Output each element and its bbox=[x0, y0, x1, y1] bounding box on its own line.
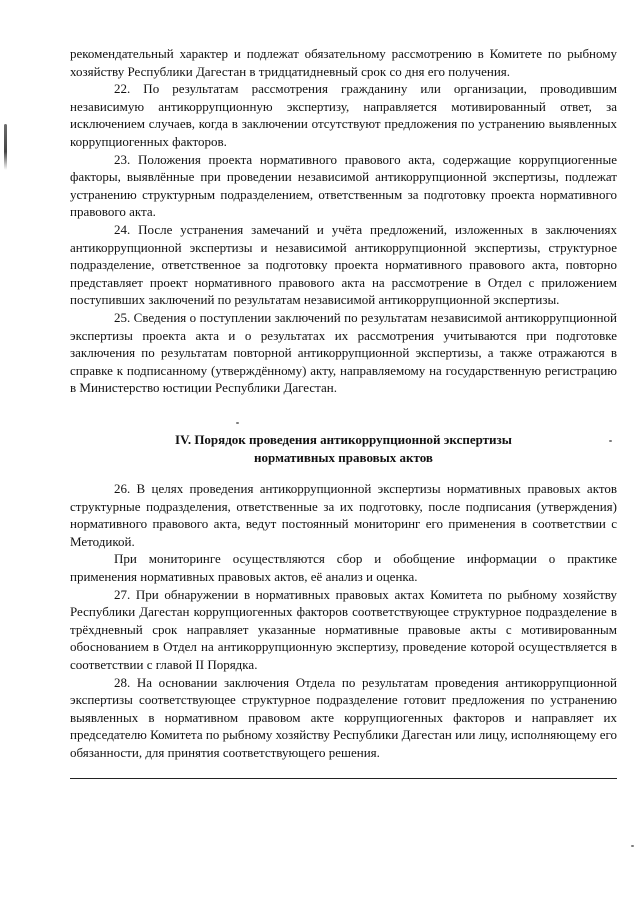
scan-speck bbox=[236, 422, 239, 424]
scan-speck bbox=[631, 845, 634, 847]
paragraph-26: 26. В целях проведения антикоррупционной экспертизы нормативных правовых актов структурные подразделения, ответственные за их подготовку, после подписания (утверждения) нормативного правового акта, ведут постоянный мониторинг его применения в соответствии с Методикой. bbox=[70, 481, 617, 549]
paragraph-monitoring: При мониторинге осуществляются сбор и обобщение информации о практике применения нормативных правовых актов, её анализ и оценка. bbox=[70, 551, 617, 584]
body-text-top bbox=[70, 45, 617, 397]
section-heading-line-1: IV. Порядок проведения антикоррупционной экспертизы bbox=[175, 432, 512, 447]
paragraph-22: 22. По результатам рассмотрения гражданину или организации, проводившим независимую антикоррупционную экспертизу, направляется мотивированный ответ, за исключением случаев, когда в заключении отсутствуют предложения по устранению выявленных коррупциогенных факторов. bbox=[70, 81, 617, 149]
footer-divider bbox=[70, 778, 617, 779]
section-heading bbox=[70, 431, 617, 466]
body-text-bottom bbox=[70, 480, 617, 762]
scan-margin-mark bbox=[4, 124, 7, 170]
paragraph-continuation: рекомендательный характер и подлежат обязательному рассмотрению в Комитете по рыбному хозяйству Республики Дагестан в тридцатидневный срок со дня его получения. bbox=[70, 46, 617, 79]
paragraph-24: 24. После устранения замечаний и учёта предложений, изложенных в заключениях антикоррупционной экспертизы и независимой антикоррупционной экспертизы, структурное подразделение, ответственное за подготовку проекта нормативного правового акта, повторно представляет проект нормативного правового акта на рассмотрение в Отдел с приложением поступивших заключений по результатам независимой антикоррупционной экспертизы. bbox=[70, 221, 617, 308]
section-heading-line-2: нормативных правовых актов bbox=[254, 449, 433, 465]
paragraph-25: 25. Сведения о поступлении заключений по результатам независимой антикоррупционной экспертизы проекта акта и о результатах их рассмотрения учитываются при подготовке заключения по результатам повторной антикоррупционной экспертизы, а также отражаются в справке к подписанному (утверждённому) акту, направляемому на государственную регистрацию в Министерство юстиции Республики Дагестан. bbox=[70, 309, 617, 396]
paragraph-27: 27. При обнаружении в нормативных правовых актах Комитета по рыбному хозяйству Республики Дагестан коррупциогенных факторов соответствующее структурное подразделение в трёхдневный срок направляет указанные нормативные правовые акты с мотивированным обоснованием в Отдел на антикоррупционную экспертизу, проведение которой осуществляется в соответствии с главой II Порядка. bbox=[70, 586, 617, 672]
paragraph-28: 28. На основании заключения Отдела по результатам проведения антикоррупционной экспертизы соответствующее структурное подразделение готовит предложения по устранению выявленных в нормативном правовом акте коррупциогенных факторов и направляет их председателю Комитета по рыбному хозяйству Республики Дагестан или лицу, исполняющему его обязанности, для принятия соответствующего решения. bbox=[70, 674, 618, 760]
paragraph-23: 23. Положения проекта нормативного правового акта, содержащие коррупциогенные факторы, выявлённые при проведении независимой антикоррупционной экспертизы, подлежат устранению структурным подразделением, ответственным за подготовку проекта нормативного правового акта. bbox=[70, 151, 617, 220]
